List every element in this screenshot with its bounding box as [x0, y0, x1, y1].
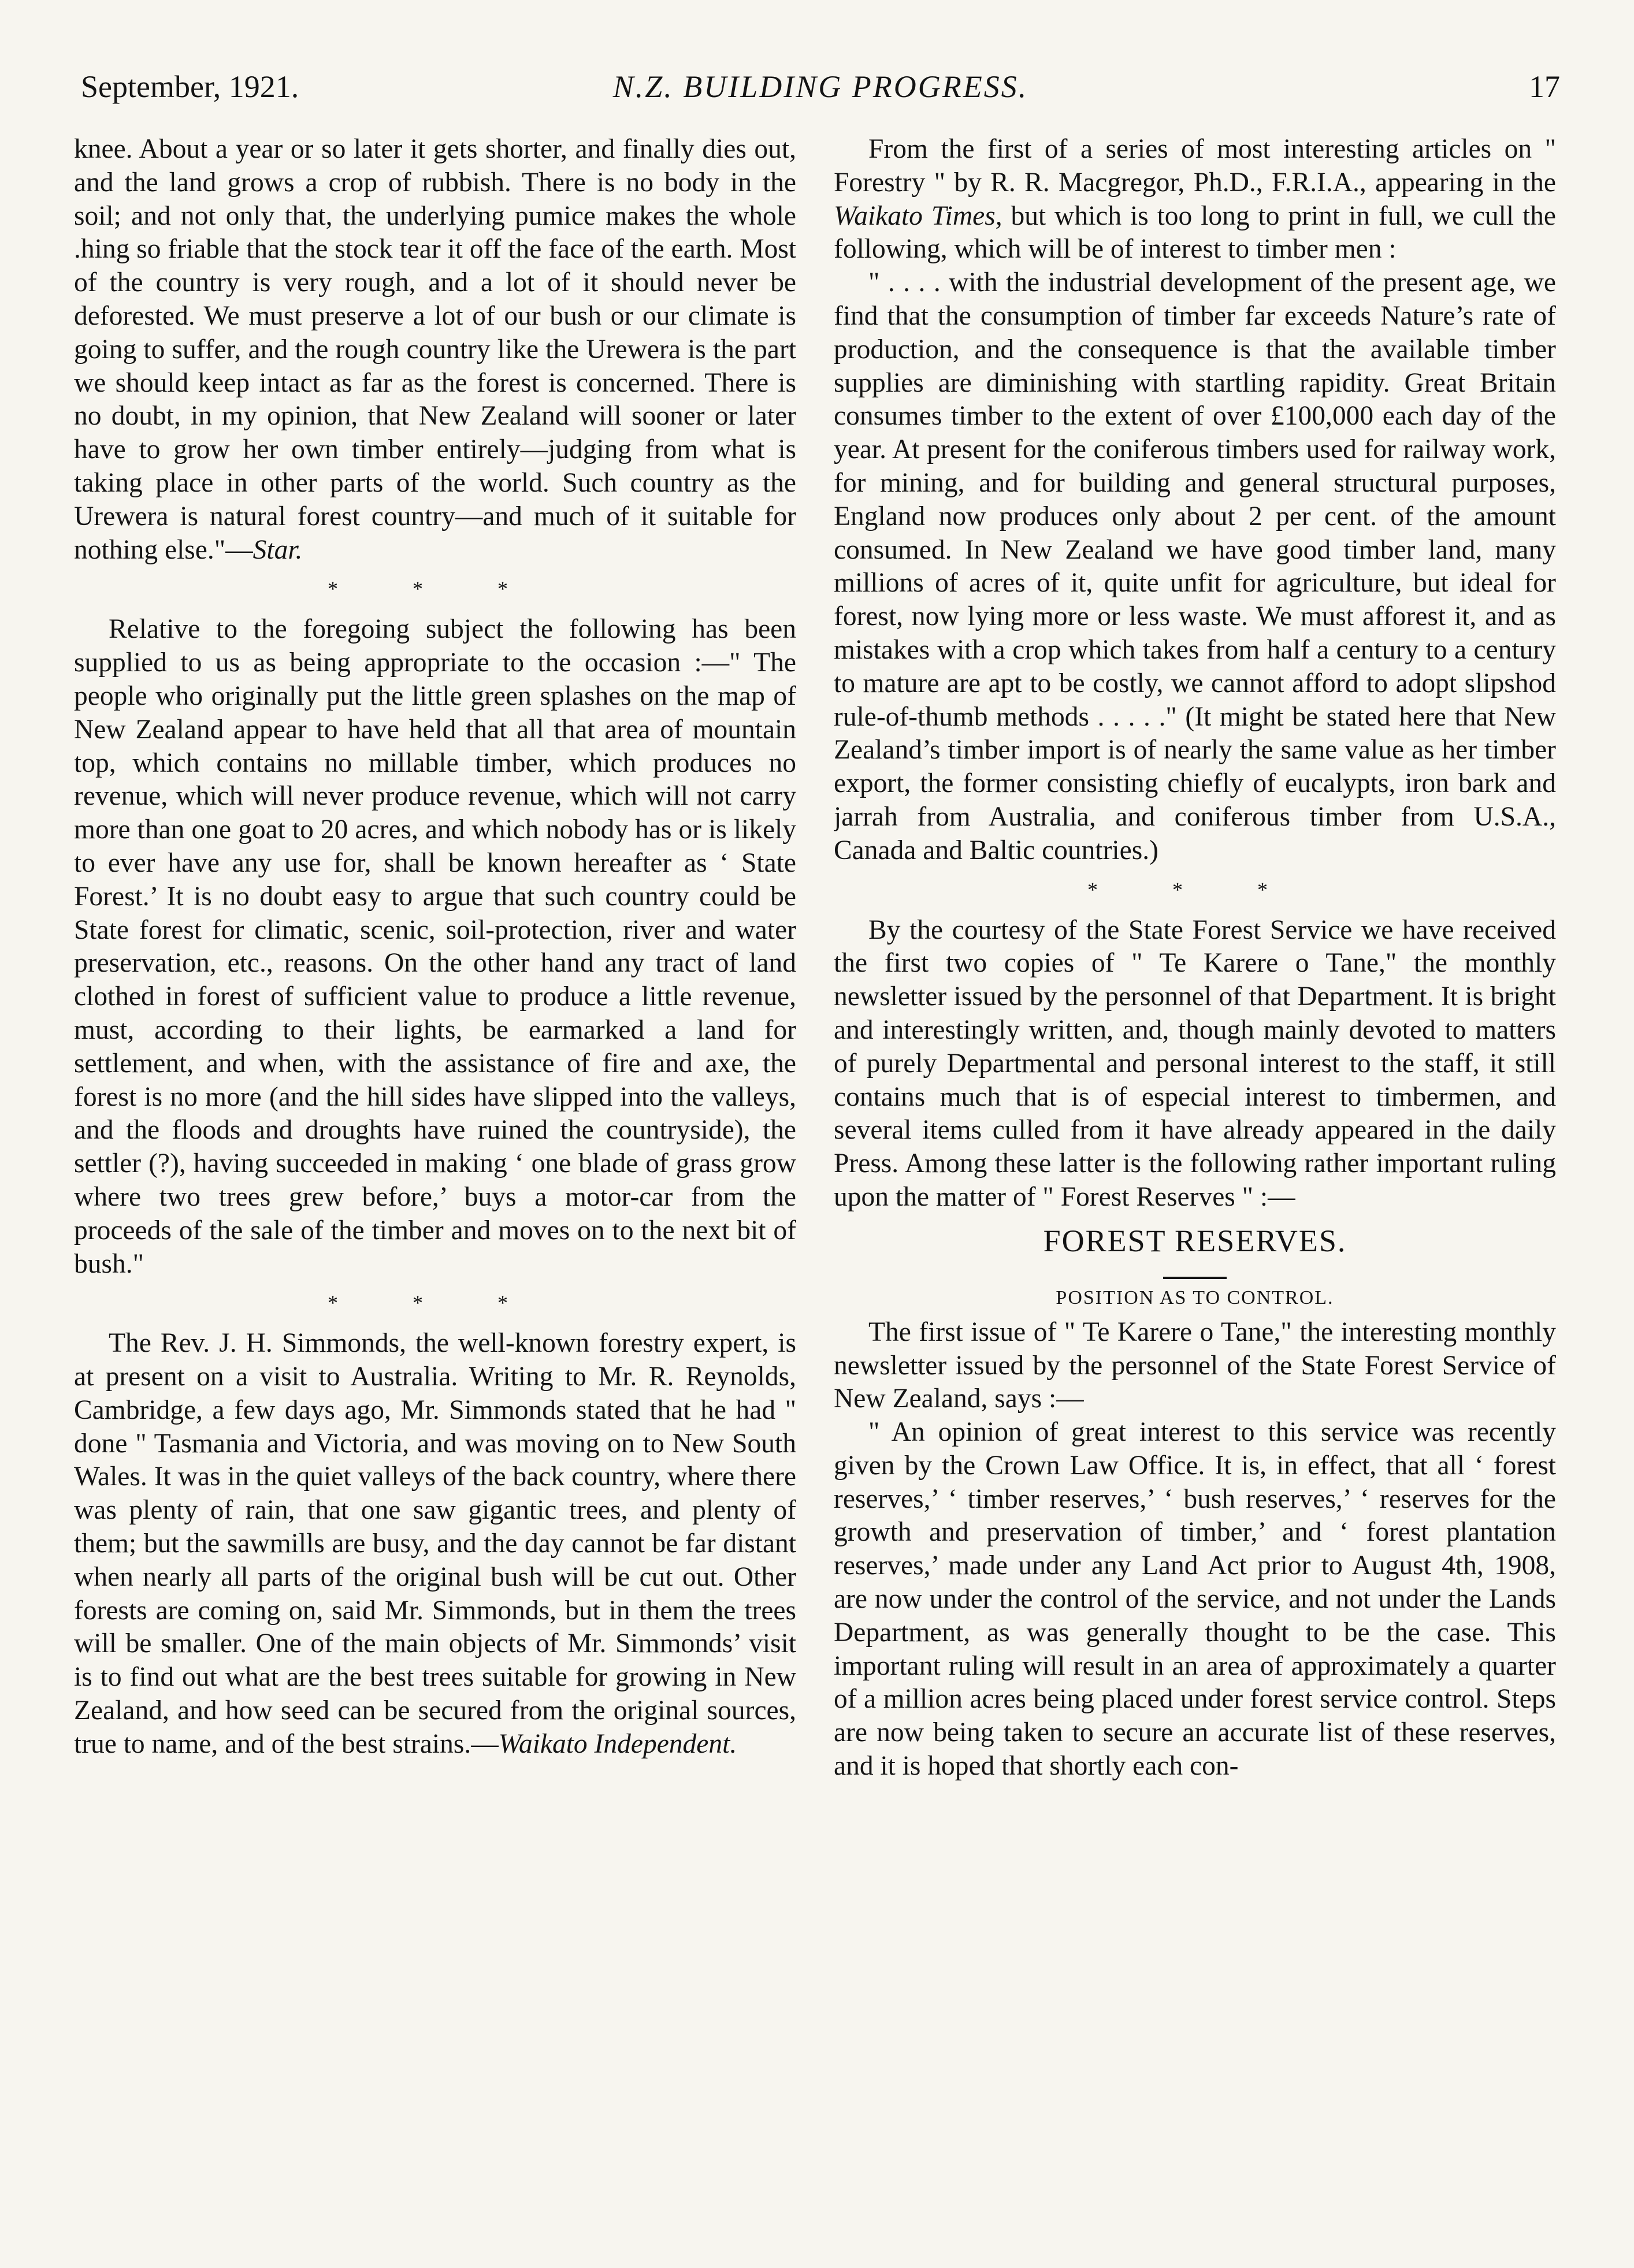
paragraph-forestry-articles — [834, 133, 1556, 266]
right-column — [834, 133, 1556, 2224]
page-header — [81, 61, 1560, 113]
section-separator: * * * — [1087, 878, 1302, 901]
paragraph-text: From the first of a series of most interesting articles on " Forestry " by R. R. Macgregor, Ph.D., F.R.I.A., appearing in the — [834, 134, 1556, 198]
section-separator: * * * — [328, 1291, 543, 1315]
publication-title: N.Z. BUILDING PROGRESS. — [612, 69, 1028, 104]
paragraph-text: The Rev. J. H. Simmonds, the well-known forestry expert, is at present on a visit to Australia. Writing to Mr. R. Reynolds, Cambridge, a few days ago, Mr. Simmonds stated that he had " done " Tasmania and Victoria, and was moving on to New South Wales. It was in the quiet valleys of the back country, where there was plenty of rain, that one saw gigantic trees, and plenty of them; but the sawmills are busy, and the day cannot be far distant when nearly all parts of the original bush will be cut out. Other forests are coming on, said Mr. Simmonds, but in them the trees will be smaller. One of the main objects of Mr. Simmonds’ visit is to find out what are the best trees suitable for growing in New Zealand, and how seed can be secured from the original sources, true to name, and of the best strains.— — [74, 1328, 796, 1759]
paragraph-te-karere: By the courtesy of the State Forest Service we have received the first two copies of " Te Karere o Tane," the monthly newsletter issued by the personnel of that Department. It is bright and interestingly written, and, though mainly devoted to matters of purely Departmental and personal interest to the staff, it still contains much that is of especial interest to timbermen, and several items culled from it have already appeared in the daily Press. Among these latter is the following rather important ruling upon the matter of " Forest Reserves " :— — [834, 914, 1556, 1212]
paragraph-pumice-country — [74, 133, 796, 567]
section-heading: FOREST RESERVES. — [1043, 1223, 1347, 1258]
issue-date: September, 1921. — [81, 69, 299, 104]
paragraph-text: knee. About a year or so later it gets shorter, and finally dies out, and the land grows a crop of rubbish. There is no body in the soil; and not only that, the underlying pumice makes the whole .hing so friable that the stock tear it off the face of the earth. Most of the country is very rough, and a lot of it should never be deforested. We must preserve a lot of our bush or our climate is going to suffer, and the rough country like the Urewera is the part we should keep intact as far as the forest is concerned. There is no doubt, in my opinion, that New Zealand will sooner or later have to grow her own timber entirely—judging from what is taking place in other parts of the world. Such country as the Urewera is natural forest country—and much of it suitable for nothing else."— — [74, 134, 796, 565]
paragraph-simmonds-visit — [74, 1327, 796, 1761]
paragraph-crown-law-opinion: " An opinion of great interest to this service was recently given by the Crown Law Office. It is, in effect, that all ‘ forest reserves,’ ‘ timber reserves,’ ‘ bush reserves,’ ‘ reserves for the growth and preservation of timber,’ and ‘ forest plantation reserves,’ made under any Land Act prior to August 4th, 1908, are now under the control of the service, and not under the Lands Department, as was generally thought to be the case. This important ruling will result in an area of approximately a quarter of a million acres being placed under forest service control. Steps are now being taken to secure an accurate list of these reserves, and it is hoped that shortly each con- — [834, 1417, 1556, 1782]
page-number: 17 — [1529, 69, 1560, 104]
paragraph-state-forest: Relative to the foregoing subject the following has been supplied to us as being appropriate to the occasion :—" The people who originally put the little green splashes on the map of New Zealand appear to have held that all that area of mountain top, which contains no millable timber, which produces no revenue, which will never produce revenue, which will not carry more than one goat to 20 acres, and which nobody has or is likely to ever have any use for, shall be known hereafter as ‘ State Forest.’ It is no doubt easy to argue that such country could be State forest for climatic, scenic, soil-protection, river and water preservation, etc., reasons. On the other hand any tract of land clothed in forest of sufficient value to produce a little revenue, must, according to their lights, be earmarked a land for settlement, and when, with the assistance of fire and axe, the forest is no more (and the hill sides have slipped into the valleys, and the floods and droughts have ruined the countryside), the settler (?), having succeeded in making ‘ one blade of grass grow where two trees grew before,’ buys a motor-car from the proceeds of the sale of the timber and moves on to the next bit of bush." — [74, 614, 796, 1279]
paragraph-text: but which is too long to print in full, we cull the following, which will be of interest to timber men : — [834, 200, 1556, 265]
paragraph-first-issue: The first issue of " Te Karere o Tane," the interesting monthly newsletter issued by the personnel of the State Forest Service of New Zealand, says :— — [834, 1317, 1556, 1414]
source-credit: Waikato Independent. — [498, 1728, 737, 1759]
paragraph-timber-quote: " . . . . with the industrial development of the present age, we find that the consumption of timber far exceeds Nature’s rate of production, and the consequence is that the available timber supplies are diminishing with startling rapidity. Great Britain consumes timber to the extent of over £100,000 each day of the year. At present for the coniferous timbers used for railway work, for mining, and for building and general structural purposes, England now produces only about 2 per cent. of the amount consumed. In New Zealand we have good timber land, many millions of acres of it, quite unfit for agriculture, but ideal for forest, now lying more or less waste. We must afforest it, and as mistakes with a crop which takes from half a century to a century to mature are apt to be costly, we cannot afford to adopt slipshod rule-of-thumb methods . . . . ." (It might be stated here that New Zealand’s timber import is of nearly the same value as her timber export, the former consisting chiefly of eucalypts, iron bark and jarrah from Australia, and coniferous timber from U.S.A., Canada and Baltic countries.) — [834, 267, 1556, 865]
left-column — [74, 133, 796, 2224]
heading-rule — [1163, 1277, 1227, 1279]
sub-heading: POSITION AS TO CONTROL. — [1056, 1287, 1334, 1308]
section-separator: * * * — [328, 577, 543, 601]
source-credit: Waikato Times, — [834, 200, 1002, 231]
source-credit: Star. — [252, 534, 303, 565]
